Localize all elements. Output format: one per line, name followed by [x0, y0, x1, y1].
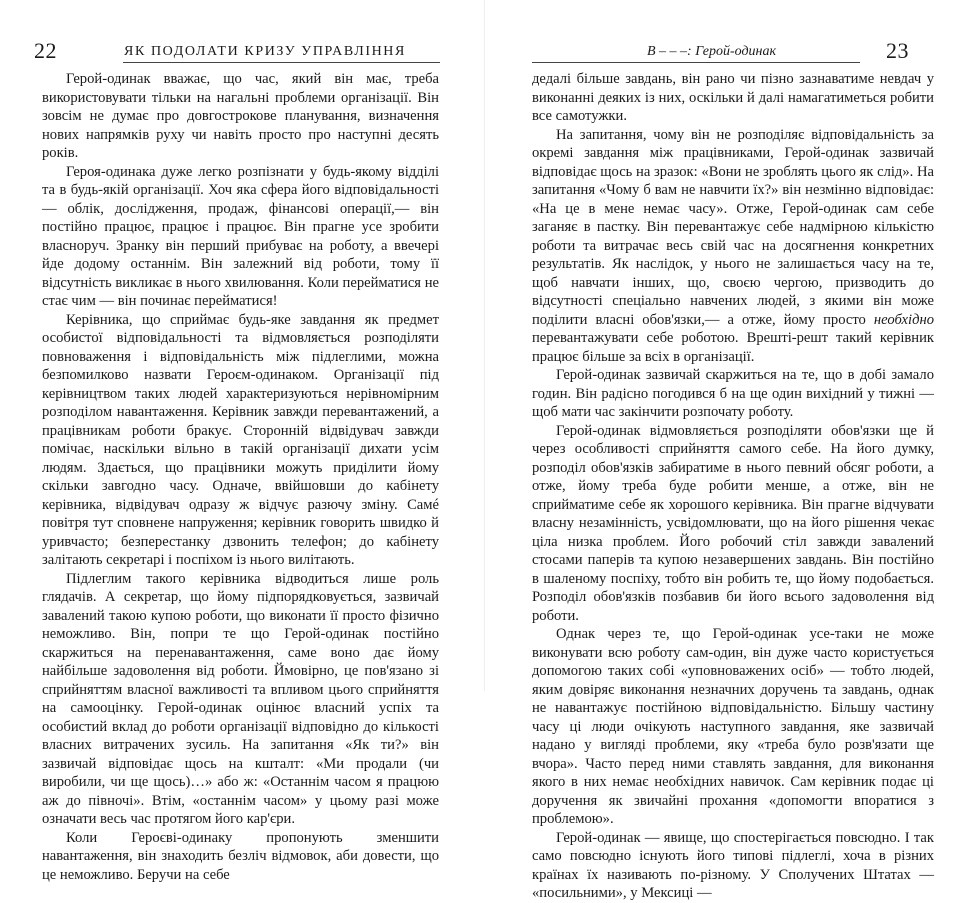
- right-header-rule: [532, 62, 860, 63]
- paragraph: Герой-одинак — явище, що спостерігається повсюдно. І так само повсюдно існують його типові підлеглі, хоча в різних країнах їх називають по-різному. У Сполучених Штатах — «посильними», у Мексиці —: [532, 829, 934, 901]
- paragraph: дедалі більше завдань, він рано чи пізно зазнаватиме невдач у виконанні деяких із них, оскільки й далі намагатиметься робити все самотужки.: [532, 71, 934, 124]
- right-body-text: [532, 70, 934, 903]
- paragraph: Героя-одинака дуже легко розпізнати у будь-якому відділі та в будь-якій організації. Хоч яка сфера його відповідальності — облік, дослідження, продаж, фінансові операції,— він постійно працює, працює і працює. Він прагне усе зробити власноруч. Зранку він перший прибуває на роботу, а ввечері йде додому останнім. Він залежний від роботи, тому її відсутність викликає в нього хвилювання. Коли перейматися не стає чим — він починає перейматися!: [42, 163, 439, 309]
- paragraph: Герой-одинак зазвичай скаржиться на те, що в добі замало годин. Він радісно погодився б на ще один вихідний у тижні — щоб мати час закінчити розпочату роботу.: [532, 367, 934, 420]
- paragraph: Герой-одинак відмовляється розподіляти обов'язки ще й через особливості сприйняття самого себе. На його думку, розподіл обов'язків забиратиме в нього певний обсяг роботи, а отже, йому треба буде робити менше, а отже, він не сприйматиме себе як хорошого керівника. Він прагне відчувати власну незамінність, усвідомлювати, що на його рішення чекає ціла низка проблем. Його робочий стіл завжди завалений стосами паперів та купою незавершених завдань. Він постійно в шаленому поспіху, тобто він робить те, що йому подобається. Розподіл обов'язків позбавив би його всього задоволення від роботи.: [532, 422, 934, 624]
- paragraph: Керівника, що сприймає будь-яке завдання як предмет особистої відповідальності та відмовляється розподіляти повноваження і відповідальність між підлеглими, можна безпомилково назвати Героєм-одинаком. Організації під керівництвом таких людей характеризуються нерівномірним розподілом навантаження. Керівник завжди перевантажений, а працівникам роботи бракує. Сторонній відвідувач завжди помічає, наскільки вільно в такій організації дихати усім людям. Здається, що працівники можуть приділити йому скільки завгодно часу. Одначе, ввійшовши до кабінету керівника, відвідувач одразу ж відчує разючу зміну. Самé повітря тут сповнене напруження; керівник говорить швидко й уривчасто; безперестанку дзвонить телефон; до кабінету залітають секретарі і поспіхом із нього вилітають.: [42, 311, 439, 568]
- left-page: [0, 0, 485, 883]
- left-page-number: 22: [34, 38, 57, 63]
- paragraph: [532, 126, 934, 367]
- right-page-number: 23: [886, 38, 909, 63]
- paragraph-part: На запитання, чому він не розподіляє відповідальність за окремі завдання між працівниками, Герой-одинак зазвичай відповідає щось на зразок: «Вони не зроблять цього як слід». На запитання «Чому б вам не навчити їх?» він незмінно відповідає: «На це в мене немає часу». Отже, Герой-одинак сам себе заганяє в пастку. Він перевантажує себе надмірною кількістю роботи та витрачає весь свій час на досягнення конкретних результатів. Як наслідок, у нього не залишається часу на те, щоб навчати інших, що, своєю чергою, призводить до відсутності спеціально навчених людей, з якими він може поділити власні обов'язки,— а отже, йому просто: [532, 126, 934, 328]
- left-running-head: ЯК ПОДОЛАТИ КРИЗУ УПРАВЛІННЯ: [124, 44, 406, 59]
- right-running-head: B – – –: Герой-одинак: [647, 44, 777, 59]
- paragraph-part: перевантажувати себе роботою. Врешті-решт такий керівник працює більше за всіх в організації.: [532, 330, 934, 365]
- left-body-text: [42, 70, 439, 884]
- paragraph: Підлеглим такого керівника відводиться лише роль глядачів. А секретар, що йому підпорядковується, зазвичай завалений такою купою роботи, що виконати її просто фізично неможливо. Він, попри те що Герой-одинак постійно скаржиться на перенавантаження, саме воно дає йому найбільше задоволення від роботи. Ймовірно, це пов'язано зі сприйняттям власної важливості та впливом цього сприйняття на самооцінку. Герой-одинак оцінює власний успіх та особистий вклад до роботи організації відповідно до кількості власних витрачених зусиль. На запитання «Як ти?» він зазвичай відповідає щось на кшталт: «Ми продали (чи виробили, чи ще щось)…» або ж: «Останнім часом я працюю аж до півночі». Втім, «останнім часом» у цьому разі може означати весь час протягом його кар'єри.: [42, 570, 439, 827]
- paragraph: Однак через те, що Герой-одинак усе-таки не може виконувати всю роботу сам-один, він дуже часто користується допомогою таких собі «уповноважених осіб» — тобто людей, яким довіряє виконання незначних доручень та завдань, однак не навантажує постійною відповідальністю. Більшу частину часу ці люди очікують наступного завдання, яке зазвичай надано у вигляді проблеми, яку «треба було розв'язати ще вчора». Часто перед ними ставлять завдання, для виконання якого в них немає необхідних навичок. Сам керівник подає ці доручення як звичайні прохання «допомогти впоратися з проблемою».: [532, 626, 934, 827]
- left-header-rule: [123, 62, 440, 63]
- paragraph: Коли Героєві-одинаку пропонують зменшити навантаження, він знаходить безліч відмовок, аби довести, що це неможливо. Беручи на себе: [42, 829, 439, 883]
- right-page: [485, 0, 970, 901]
- emphasis: необхідно: [873, 311, 934, 328]
- paragraph: Герой-одинак вважає, що час, який він має, треба використовувати тільки на нагальні проблеми організації. Він зовсім не думає про довгострокове планування, визначення нових напрямків руху чи навіть просто про наступні десять років.: [42, 71, 439, 161]
